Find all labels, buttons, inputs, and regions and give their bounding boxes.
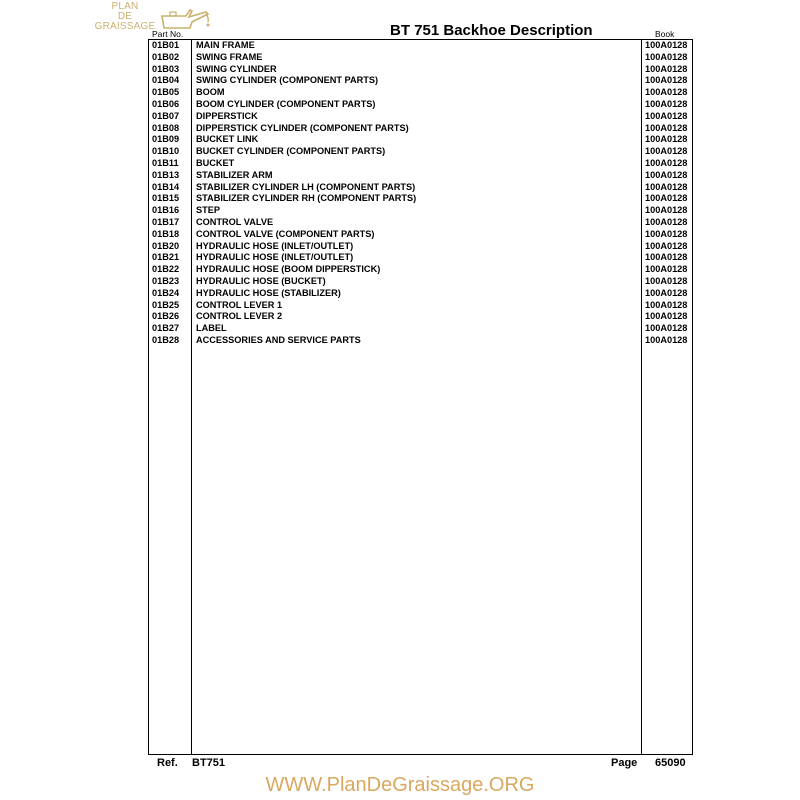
description-cell: HYDRAULIC HOSE (INLET/OUTLET): [196, 240, 354, 251]
part-ref-cell: 01B05: [152, 87, 180, 98]
site-watermark: WWW.PlanDeGraissage.ORG: [265, 774, 535, 796]
book-cell: 100A0128: [645, 98, 688, 109]
table-row: [148, 134, 693, 146]
column-header-book: Book: [655, 29, 675, 39]
description-cell: SWING FRAME: [196, 51, 263, 62]
table-row: [148, 335, 693, 347]
table-row: [148, 276, 693, 288]
table-row: [148, 111, 693, 123]
table-row: [148, 229, 693, 241]
book-cell: 100A0128: [645, 311, 688, 322]
description-cell: HYDRAULIC HOSE (STABILIZER): [196, 287, 341, 298]
part-ref-cell: 01B08: [152, 122, 180, 133]
book-cell: 100A0128: [645, 252, 688, 263]
table-row: [148, 123, 693, 135]
table-row: [148, 75, 693, 87]
table-row: [148, 40, 693, 52]
description-cell: BUCKET LINK: [196, 134, 259, 145]
description-cell: SWING CYLINDER: [196, 63, 277, 74]
part-ref-cell: 01B23: [152, 275, 180, 286]
part-ref-cell: 01B16: [152, 205, 180, 216]
book-cell: 100A0128: [645, 40, 688, 50]
table-row: [148, 87, 693, 99]
part-ref-cell: 01B11: [152, 157, 179, 168]
table-row: [148, 288, 693, 300]
table-row: [148, 158, 693, 170]
part-ref-cell: 01B01: [152, 40, 180, 50]
book-cell: 100A0128: [645, 205, 688, 216]
book-cell: 100A0128: [645, 275, 688, 286]
book-cell: 100A0128: [645, 334, 688, 345]
book-cell: 100A0128: [645, 299, 688, 310]
footer-ref-label: Ref.: [157, 757, 178, 769]
part-ref-cell: 01B24: [152, 287, 180, 298]
part-ref-cell: 01B10: [152, 146, 180, 157]
description-cell: HYDRAULIC HOSE (BOOM DIPPERSTICK): [196, 264, 381, 275]
description-cell: BUCKET: [196, 157, 235, 168]
part-ref-cell: 01B04: [152, 75, 180, 86]
part-ref-cell: 01B15: [152, 193, 180, 204]
part-ref-cell: 01B14: [152, 181, 180, 192]
table-row: [148, 217, 693, 229]
footer-page-label: Page: [611, 757, 638, 769]
table-row: [148, 264, 693, 276]
part-ref-cell: 01B03: [152, 63, 180, 74]
book-cell: 100A0128: [645, 134, 688, 145]
description-cell: BOOM: [196, 87, 225, 98]
part-ref-cell: 01B07: [152, 110, 180, 121]
footer-page-value: 65090: [655, 757, 686, 769]
logo-text: PLAN DE GRAISSAGE: [94, 1, 156, 32]
table-row: [148, 182, 693, 194]
part-ref-cell: 01B09: [152, 134, 180, 145]
book-cell: 100A0128: [645, 169, 688, 180]
part-ref-cell: 01B25: [152, 299, 180, 310]
part-ref-cell: 01B28: [152, 334, 180, 345]
table-row: [148, 52, 693, 64]
parts-table: [148, 40, 693, 347]
description-cell: DIPPERSTICK CYLINDER (COMPONENT PARTS): [196, 122, 409, 133]
description-cell: CONTROL LEVER 1: [196, 299, 283, 310]
description-cell: STABILIZER CYLINDER LH (COMPONENT PARTS): [196, 181, 416, 192]
table-row: [148, 146, 693, 158]
book-cell: 100A0128: [645, 323, 688, 334]
book-cell: 100A0128: [645, 216, 688, 227]
description-cell: CONTROL VALVE (COMPONENT PARTS): [196, 228, 375, 239]
description-cell: STABILIZER CYLINDER RH (COMPONENT PARTS): [196, 193, 417, 204]
column-header-part-no: Part No.: [152, 29, 184, 39]
description-cell: SWING CYLINDER (COMPONENT PARTS): [196, 75, 379, 86]
part-ref-cell: 01B18: [152, 228, 180, 239]
table-row: [148, 311, 693, 323]
book-cell: 100A0128: [645, 146, 688, 157]
book-cell: 100A0128: [645, 193, 688, 204]
table-row: [148, 193, 693, 205]
description-cell: BOOM CYLINDER (COMPONENT PARTS): [196, 98, 376, 109]
description-cell: DIPPERSTICK: [196, 110, 258, 121]
table-row: [148, 323, 693, 335]
part-ref-cell: 01B21: [152, 252, 180, 263]
book-cell: 100A0128: [645, 63, 688, 74]
description-cell: STABILIZER ARM: [196, 169, 273, 180]
part-ref-cell: 01B27: [152, 323, 180, 334]
book-cell: 100A0128: [645, 228, 688, 239]
book-cell: 100A0128: [645, 264, 688, 275]
book-cell: 100A0128: [645, 87, 688, 98]
table-row: [148, 300, 693, 312]
book-cell: 100A0128: [645, 122, 688, 133]
table-row: [148, 241, 693, 253]
part-ref-cell: 01B06: [152, 98, 180, 109]
part-ref-cell: 01B22: [152, 264, 180, 275]
page-title: BT 751 Backhoe Description: [390, 22, 593, 39]
part-ref-cell: 01B26: [152, 311, 180, 322]
description-cell: HYDRAULIC HOSE (INLET/OUTLET): [196, 252, 354, 263]
part-ref-cell: 01B13: [152, 169, 180, 180]
description-cell: LABEL: [196, 323, 227, 334]
table-row: [148, 170, 693, 182]
description-cell: CONTROL LEVER 2: [196, 311, 283, 322]
book-cell: 100A0128: [645, 75, 688, 86]
book-cell: 100A0128: [645, 240, 688, 251]
book-cell: 100A0128: [645, 157, 688, 168]
table-row: [148, 205, 693, 217]
book-cell: 100A0128: [645, 181, 688, 192]
part-ref-cell: 01B20: [152, 240, 180, 251]
table-row: [148, 99, 693, 111]
table-row: [148, 64, 693, 76]
book-cell: 100A0128: [645, 110, 688, 121]
description-cell: ACCESSORIES AND SERVICE PARTS: [196, 334, 361, 345]
table-row: [148, 252, 693, 264]
description-cell: MAIN FRAME: [196, 40, 255, 50]
book-cell: 100A0128: [645, 51, 688, 62]
description-cell: HYDRAULIC HOSE (BUCKET): [196, 275, 326, 286]
part-ref-cell: 01B17: [152, 216, 180, 227]
description-cell: CONTROL VALVE: [196, 216, 274, 227]
description-cell: STEP: [196, 205, 220, 216]
footer-ref-value: BT751: [192, 757, 226, 769]
part-ref-cell: 01B02: [152, 51, 180, 62]
book-cell: 100A0128: [645, 287, 688, 298]
description-cell: BUCKET CYLINDER (COMPONENT PARTS): [196, 146, 386, 157]
